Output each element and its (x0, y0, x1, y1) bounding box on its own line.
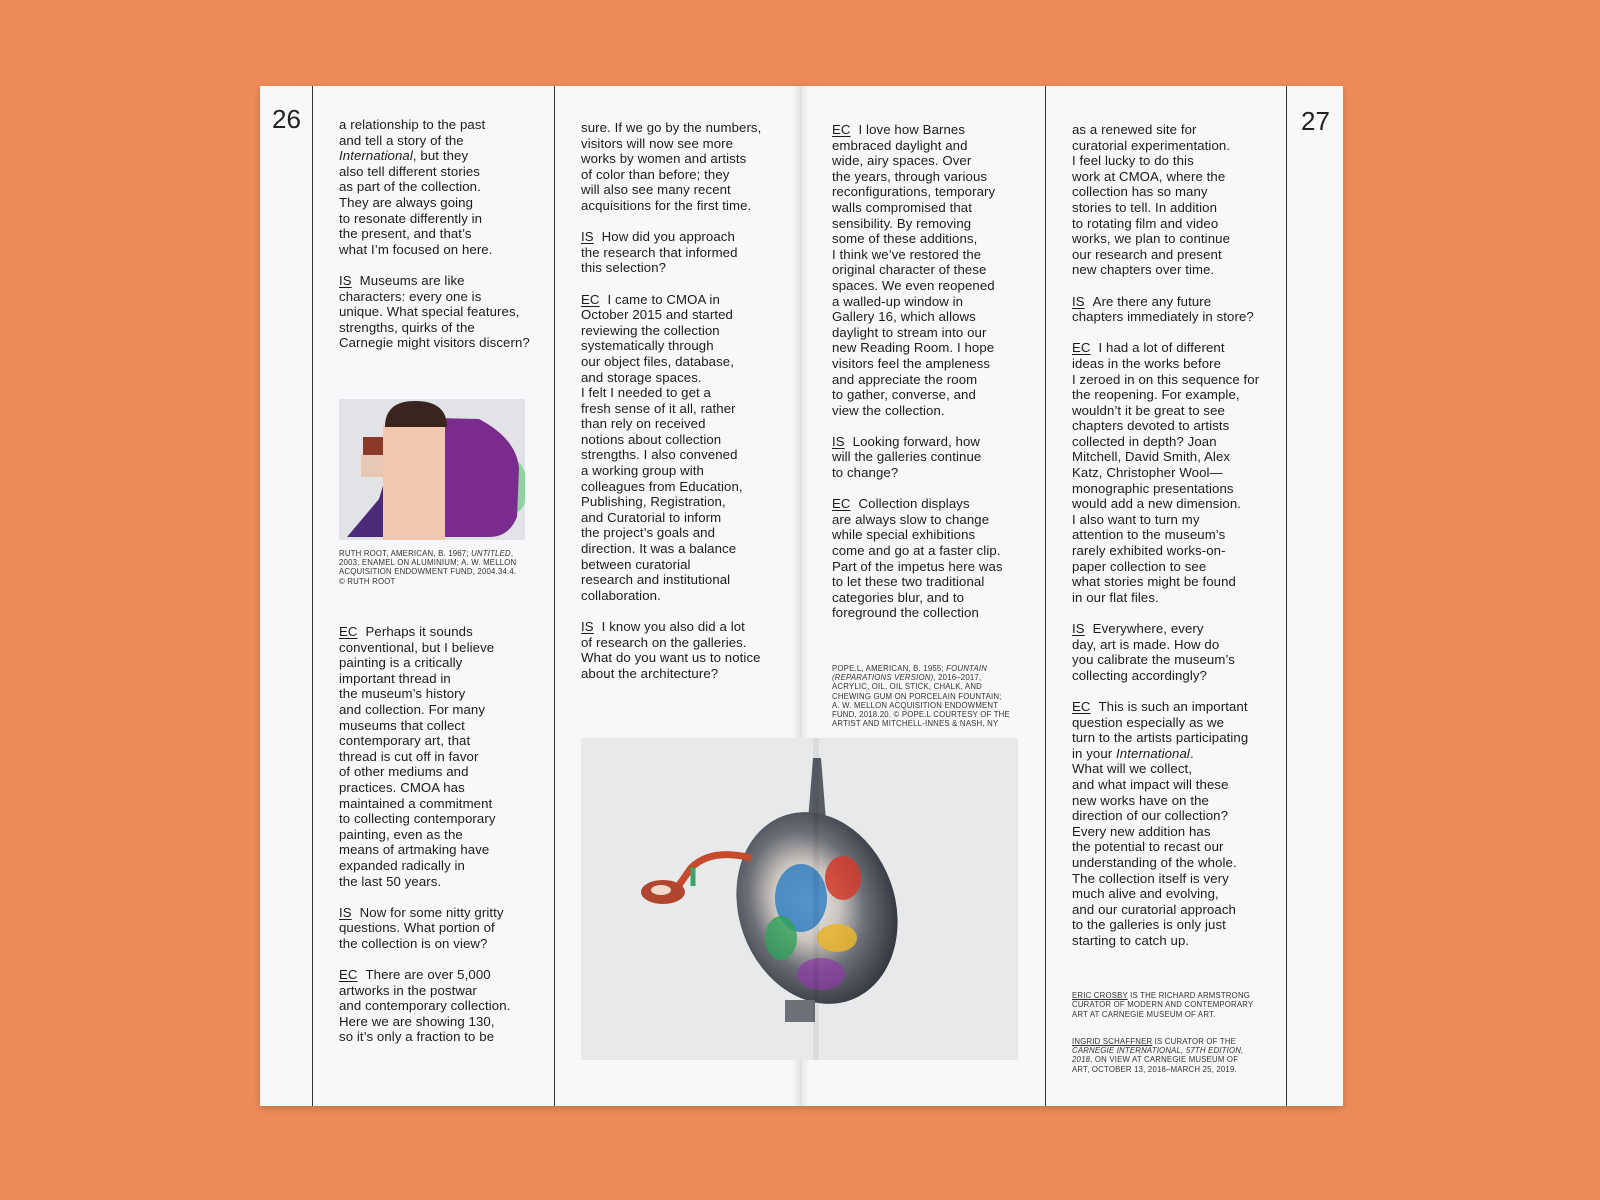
column-1-lower (339, 624, 539, 1061)
speaker-label: EC (1072, 698, 1091, 714)
answer: EC Collection displays are always slow to change while special exhibitions come and go at a faster clip. Part of the impetus here was to let these two traditional categories blur, and to foreground the collection (832, 496, 1003, 621)
speaker-label: IS (339, 904, 352, 920)
question: IS Now for some nitty gritty questions. What portion of the collection is on view? (339, 904, 504, 951)
paragraph: sure. If we go by the numbers, visitors will now see more works by women and artists of color than before; they will also see many recent acquisitions for the first time. (581, 120, 762, 213)
image-caption: POPE.L, AMERICAN, B. 1955; FOUNTAIN (REPARATIONS VERSION), 2016–2017, ACRYLIC, OIL, OIL STICK, CHALK, AND CHEWING GUM ON PORCELAIN FOUNTAIN; A. W. MELLON ACQUISITION ENDOWMENT FUND, 2018.20. © POPE.L COURTESY OF THE ARTIST AND MITCHELL-INNES & NASH, NY (832, 664, 1010, 729)
answer: EC This is such an important question especially as we turn to the artists participating in your International. What will we collect, and what impact will these new works have on the direction of our collection? Every new addition has the potential to recast our understanding of the whole. The collection itself is very much alive and evolving, and our curatorial approach to the galleries is only just starting to catch up. (1072, 698, 1249, 948)
bio-eric-crosby: ERIC CROSBY IS THE RICHARD ARMSTRONG CURATOR OF MODERN AND CONTEMPORARY ART AT CARNEGIE MUSEUM OF ART. (1072, 991, 1254, 1019)
paragraph: a relationship to the past and tell a story of the International, but they also tell different stories as part of the collection. They are always going to resonate differently in the present, and that’s what I’m focused on here. (339, 117, 493, 257)
answer: EC Perhaps it sounds conventional, but I believe painting is a critically important thread in the museum’s history and collection. For many museums that collect contemporary art, that thread is cut off in favor of other mediums and practices. CMOA has maintained a commitment to collecting contemporary painting, even as the means of artmaking have expanded radically in the last 50 years. (339, 624, 496, 889)
speaker-label: IS (339, 272, 352, 288)
answer: EC I had a lot of different ideas in the works before I zeroed in on this sequence for the reopening. For example, wouldn’t it be great to see chapters devoted to artists collected in depth? Joan Mitchell, David Smith, Alex Katz, Christopher Wool— monographic presentations would add a new dimension. I also want to turn my attention to the museum’s rarely exhibited works-on- paper collection to see what stories might be found in our flat files. (1072, 340, 1260, 605)
magazine-spread (260, 86, 1343, 1106)
question: IS Everywhere, every day, art is made. How do you calibrate the museum’s collecting accordingly? (1072, 621, 1235, 683)
speaker-label: EC (339, 624, 358, 639)
bio-ingrid-schaffner: INGRID SCHAFFNER IS CURATOR OF THE CARNEGIE INTERNATIONAL, 57TH EDITION, 2018, ON VIEW AT CARNEGIE MUSEUM OF ART, OCTOBER 13, 2018–MARCH 25, 2019. (1072, 1037, 1244, 1074)
author-bios (1072, 982, 1272, 1092)
answer: EC I came to CMOA in October 2015 and started reviewing the collection systematically through our object files, database, and storage spaces. I felt I needed to get a fresh sense of it all, rather than rely on received notions about collection strengths. I also convened a working group with colleagues from Education, Publishing, Registration, and Curatorial to inform the project’s goals and direction. It was a balance between curatorial research and institutional collaboration. (581, 291, 743, 603)
question: IS I know you also did a lot of research on the galleries. What do you want us to notice about the architecture? (581, 619, 761, 681)
column-rule (312, 86, 313, 1106)
pope-l-fountain-photo (581, 738, 1018, 1060)
speaker-label: EC (1072, 340, 1091, 356)
speaker-label: EC (832, 122, 851, 137)
column-rule (1045, 86, 1046, 1106)
speaker-label: IS (581, 619, 594, 634)
paragraph: as a renewed site for curatorial experimentation. I feel lucky to do this work at CMOA, where the collection has so many stories to tell. In addition to rotating film and video works, we plan to continue our research and present new chapters over time. (1072, 122, 1231, 278)
speaker-label: IS (1072, 293, 1085, 309)
page-number-right: 27 (1301, 106, 1330, 136)
answer: EC I love how Barnes embraced daylight and wide, airy spaces. Over the years, through various reconfigurations, temporary walls compromised that sensibility. By removing some of these additions, I think we’ve restored the original character of these spaces. We even reopened a walled-up window in Gallery 16, which allows daylight to stream into our new Reading Room. I hope visitors feel the ampleness and appreciate the room to gather, converse, and view the collection. (832, 122, 996, 418)
speaker-label: IS (1072, 621, 1085, 636)
speaker-label: IS (832, 433, 845, 449)
column-rule (1286, 86, 1287, 1106)
ruth-root-artwork-image (339, 399, 525, 540)
speaker-label: IS (581, 229, 594, 245)
speaker-label: EC (581, 291, 600, 307)
question: IS Looking forward, how will the galleries continue to change? (832, 433, 982, 481)
answer: EC There are over 5,000 artworks in the postwar and contemporary collection. Here we are showing 130, so it’s only a fraction to be (339, 967, 511, 1045)
abstract-painting-graphic (339, 399, 525, 540)
question: IS Are there any future chapters immediately in store? (1072, 293, 1254, 325)
column-rule (554, 86, 555, 1106)
column-4 (1072, 122, 1272, 964)
page-number-left: 26 (272, 104, 301, 134)
column-3 (832, 122, 1032, 637)
fountain-sculpture-graphic (581, 738, 1018, 1060)
column-1 (339, 117, 539, 367)
column-2 (581, 120, 781, 697)
image-caption: RUTH ROOT, AMERICAN, B. 1967; UNTITLED, 2003, ENAMEL ON ALUMINIUM; A. W. MELLON ACQUISITION ENDOWMENT FUND, 2004.34.4. © RUTH ROOT (339, 549, 517, 586)
speaker-label: EC (339, 967, 358, 983)
question: IS Museums are like characters: every one is unique. What special features, strengths, quirks of the Carnegie might visitors discern? (339, 272, 530, 351)
speaker-label: EC (832, 496, 851, 512)
question: IS How did you approach the research that informed this selection? (581, 229, 738, 276)
